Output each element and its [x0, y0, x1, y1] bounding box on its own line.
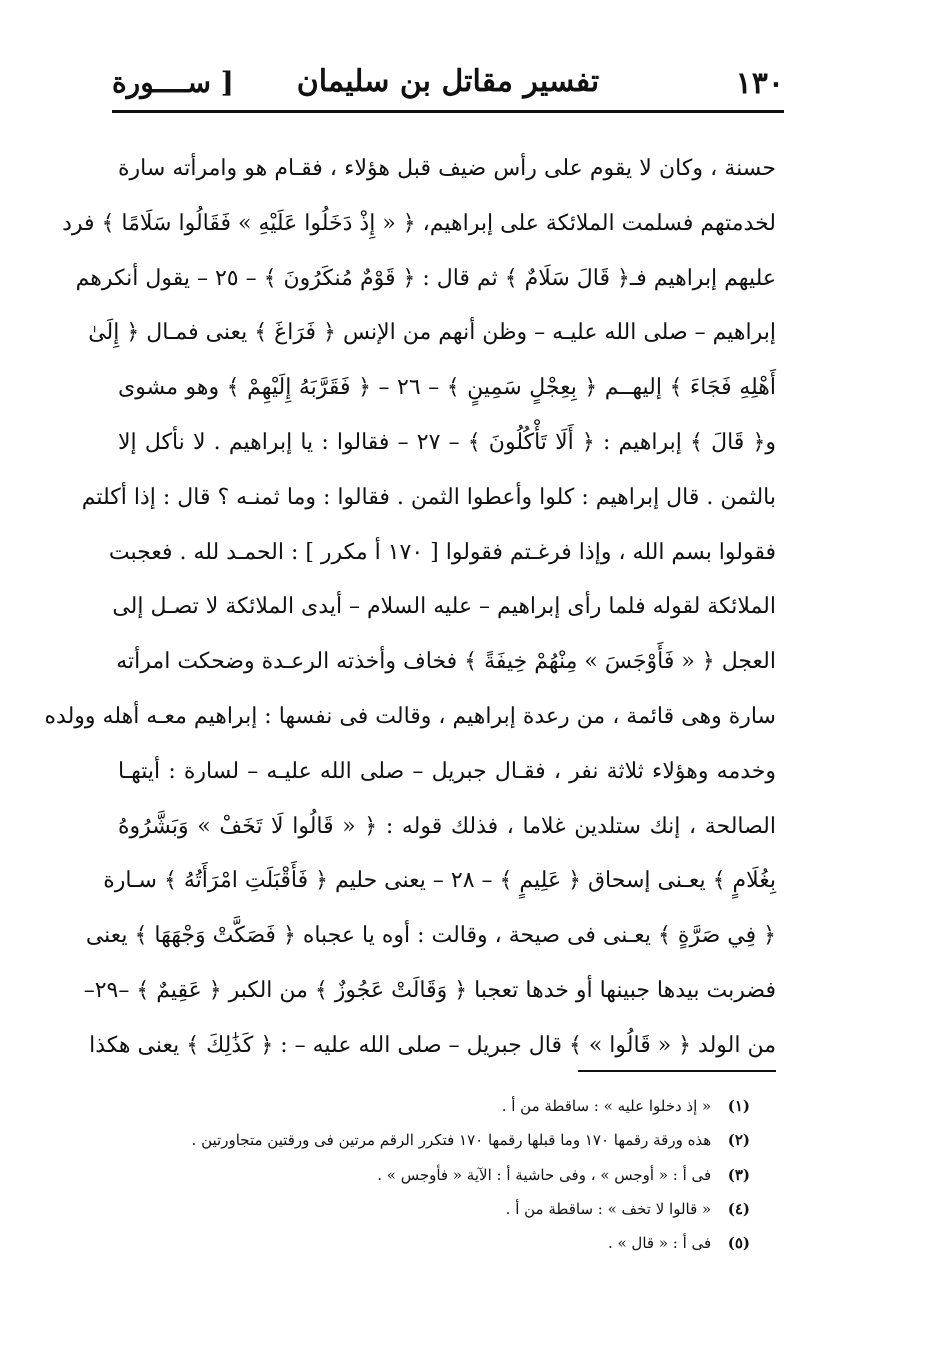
- text-line: و﴿ قَالَ ﴾ إبراهيم : ﴿ أَلَا تَأْكُلُونَ ﴾ – ٢٧ – فقالوا : يا إبراهيم . لا نأكل إلا: [118, 429, 776, 455]
- text-line: فقولوا بسم الله ، وإذا فرغـتم فقولوا [ ١٧٠ أ مكرر ] : الحمـد لله . فعجبت: [108, 539, 776, 565]
- page-number: ١٣٠: [735, 66, 784, 101]
- body-text: [44, 142, 776, 1074]
- footnote-rule: [578, 1070, 776, 1072]
- text-line: الصالحة ، إنك ستلدين غلاما ، فذلك قوله : ﴿ « قَالُوا لَا تَخَفْ » وَبَشَّرُوهُ: [118, 813, 776, 839]
- sura-label: [ ســــورة: [112, 66, 234, 99]
- book-title: تفسير مقاتل بن سليمان: [296, 64, 600, 99]
- text-line: عليهم إبراهيم فـ﴿ قَالَ سَلَامٌ ﴾ ثم قال : ﴿ قَوْمٌ مُنكَرُونَ ﴾ – ٢٥ – يقول أنكرهم: [75, 265, 776, 291]
- text-line: ﴿ فِي صَرَّةٍ ﴾ يعـنى فى صيحة ، وقالت : أوه يا عجباه ﴿ فَصَكَّتْ وَجْهَهَا ﴾ يعنى: [85, 923, 776, 949]
- footnote-text: هذه ورقة رقمها ١٧٠ وما قبلها رقمها ١٧٠ فتكرر الرقم مرتين فى ورقتين متجاورتين .: [191, 1131, 712, 1150]
- footnote-text: فى أ : « أوجس » ، وفى حاشية أ : الآية « فأوجس » .: [377, 1165, 712, 1184]
- text-line: أَهْلِهِ فَجَاءَ ﴾ إليهــم ﴿ بِعِجْلٍ سَمِينٍ ﴾ – ٢٦ – ﴿ فَقَرَّبَهُ إِلَيْهِمْ ﴾ وهو مشوى: [118, 375, 776, 401]
- text-line: بالثمن . قال إبراهيم : كلوا وأعطوا الثمن . فقالوا : وما ثمنـه ؟ قال : إذا أكلتم: [81, 484, 776, 510]
- footnote: [150, 1226, 750, 1260]
- footnotes: [150, 1089, 750, 1260]
- text-line: الملائكة لقوله فلما رأى إبراهيم – عليه السلام – أيدى الملائكة لا تصـل إلى: [112, 594, 776, 620]
- footnote-number: (٢): [727, 1131, 750, 1150]
- footnote: [150, 1158, 750, 1192]
- text-line: وخدمه وهؤلاء ثلاثة نفر ، فقـال جبريل – صلى الله عليـه – لسارة : أيتهـا: [118, 758, 776, 784]
- footnote-number: (١): [727, 1097, 750, 1115]
- footnote: [150, 1192, 750, 1226]
- text-line: فضربت بيدها جبينها أو خدها تعجبا ﴿ وَقَالَتْ عَجُوزٌ ﴾ من الكبر ﴿ عَقِيمٌ ﴾ –٢٩–: [83, 977, 776, 1003]
- header-rule: [112, 110, 784, 113]
- footnote-text: فى أ : « قال » .: [607, 1234, 712, 1253]
- footnote-text: « قالوا لا تخف » : ساقطة من أ .: [505, 1199, 712, 1218]
- footnote-number: (٣): [727, 1165, 750, 1184]
- text-line: سارة وهى قائمة ، من رعدة إبراهيم ، وقالت فى نفسها : إبراهيم معـه أهله وولده: [44, 703, 776, 729]
- footnote-number: (٥): [727, 1234, 750, 1253]
- text-line: بِغُلَامٍ ﴾ يعـنى إسحاق ﴿ عَلِيمٍ ﴾ – ٢٨ – يعنى حليم ﴿ فَأَقْبَلَتِ امْرَأَتُهُ ﴾ سـارة: [103, 868, 776, 894]
- text-line: من الولد ﴿ « قَالُوا » ﴾ قال جبريل – صلى الله عليه – : ﴿ كَذَٰلِكَ ﴾ يعنى هكذا: [89, 1032, 776, 1058]
- footnote-text: « إذ دخلوا عليه » : ساقطة من أ .: [501, 1097, 712, 1115]
- running-header: [112, 58, 784, 104]
- footnote: [150, 1089, 750, 1123]
- text-line: إبراهيم – صلى الله عليـه – وظن أنهم من الإنس ﴿ فَرَاغَ ﴾ يعنى فمـال ﴿ إِلَىٰ: [88, 320, 776, 346]
- text-line: العجل ﴿ « فَأَوْجَسَ » مِنْهُمْ خِيفَةً ﴾ فخاف وأخذته الرعـدة وضحكت امرأته: [116, 649, 776, 675]
- text-line: لخدمتهم فسلمت الملائكة على إبراهيم، ﴿ « إِذْ دَخَلُوا عَلَيْهِ » فَقَالُوا سَلَامًا ﴾ فرد: [62, 210, 776, 236]
- footnote-number: (٤): [727, 1199, 750, 1218]
- footnote: [150, 1123, 750, 1157]
- text-line: حسنة ، وكان لا يقوم على رأس ضيف قبل هؤلاء ، فقـام هو وامرأته سارة: [118, 156, 776, 181]
